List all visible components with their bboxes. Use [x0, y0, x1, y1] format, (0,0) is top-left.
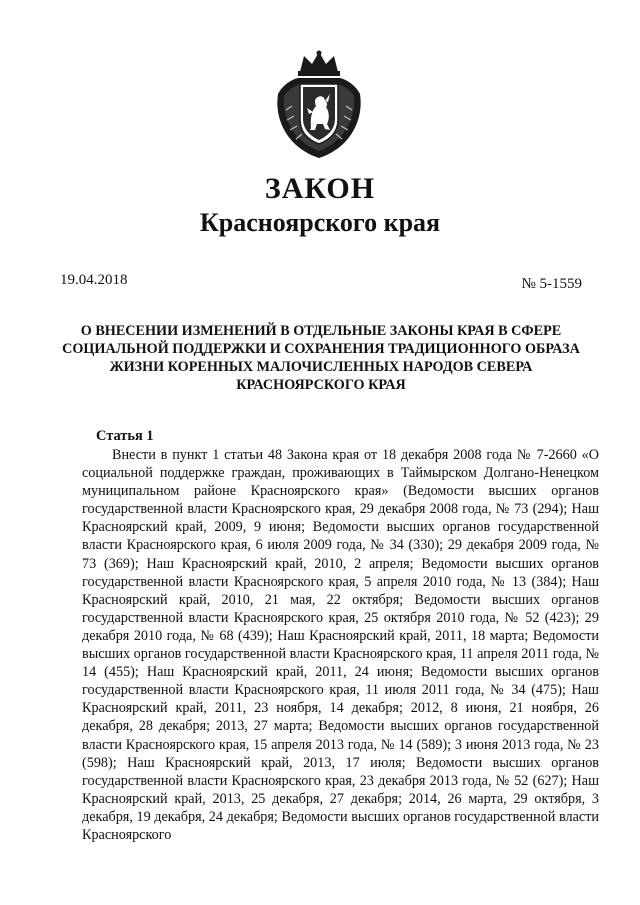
document-title: ЗАКОН — [264, 172, 376, 205]
krasnoyarsk-coat-of-arms-icon — [270, 50, 368, 160]
law-date: 19.04.2018 — [60, 272, 128, 288]
article-body: Внести в пункт 1 статьи 48 Закона края от 18 декабря 2008 года № 7-2660 «О социальной поддержке граждан, проживающих в Таймырском Долгано-Ненецком муниципальном районе Красноярского края» (Ведомости высших органов государственной власти Красноярского края, 29 декабря 2008 года, № 73 (294); Наш Красноярский край, 2009, 9 июня; Ведомости высших органов государственной власти Красноярского края, 6 июля 2009 года, № 34 (330); 29 декабря 2009 года, № 73 (369); Наш Красноярский край, 2010, 2 апреля; Ведомости высших органов государственной власти Красноярского края, 5 апреля 2010 года, № 13 (384); Наш Красноярский край, 2010, 21 мая, 22 октября; Ведомости высших органов государственной власти Красноярского края, 25 октября 2010 года, № 52 (423); 29 декабря 2010 года, № 68 (439); Наш Красноярский край, 2011, 18 марта; Ведомости высших органов государственной власти Красноярского края, 11 апреля 2011 года, № 14 (455); Наш Красноярский край, 2011, 24 июня; Ведомости высших органов государственной власти Красноярского края, 11 июля 2011 года, № 34 (475); Наш Красноярский край, 2011, 23 ноября, 14 декабря; 2012, 8 июня, 21 ноября, 26 декабря, 28 декабря; 2013, 27 марта; Ведомости высших органов государственной власти Красноярского края, 15 апреля 2013 года, № 14 (589); 3 июня 2013 года, № 23 (598); Наш Красноярский край, 2013, 17 июля; Ведомости высших органов государственной власти Красноярского края, 23 декабря 2013 года, № 52 (627); Наш Красноярский край, 2013, 25 декабря, 27 декабря; 2014, 26 марта, 29 октября, 3 декабря, 19 декабря, 24 декабря; Ведомости высших органов государственной власти Красноярского — [82, 447, 600, 843]
document-subtitle: Красноярского края — [199, 208, 441, 237]
article-heading: Статья 1 — [96, 428, 154, 444]
law-number: № 5-1559 — [521, 276, 582, 292]
law-title: О ВНЕСЕНИИ ИЗМЕНЕНИЙ В ОТДЕЛЬНЫЕ ЗАКОНЫ КРАЯ В СФЕРЕ СОЦИАЛЬНОЙ ПОДДЕРЖКИ И СОХРАНЕНИЯ ТРАДИЦИОННОГО ОБРАЗА ЖИЗНИ КОРЕННЫХ МАЛОЧИСЛЕННЫХ НАРОДОВ СЕВЕРА КРАСНОЯРСКОГО КРАЯ — [62, 323, 580, 393]
